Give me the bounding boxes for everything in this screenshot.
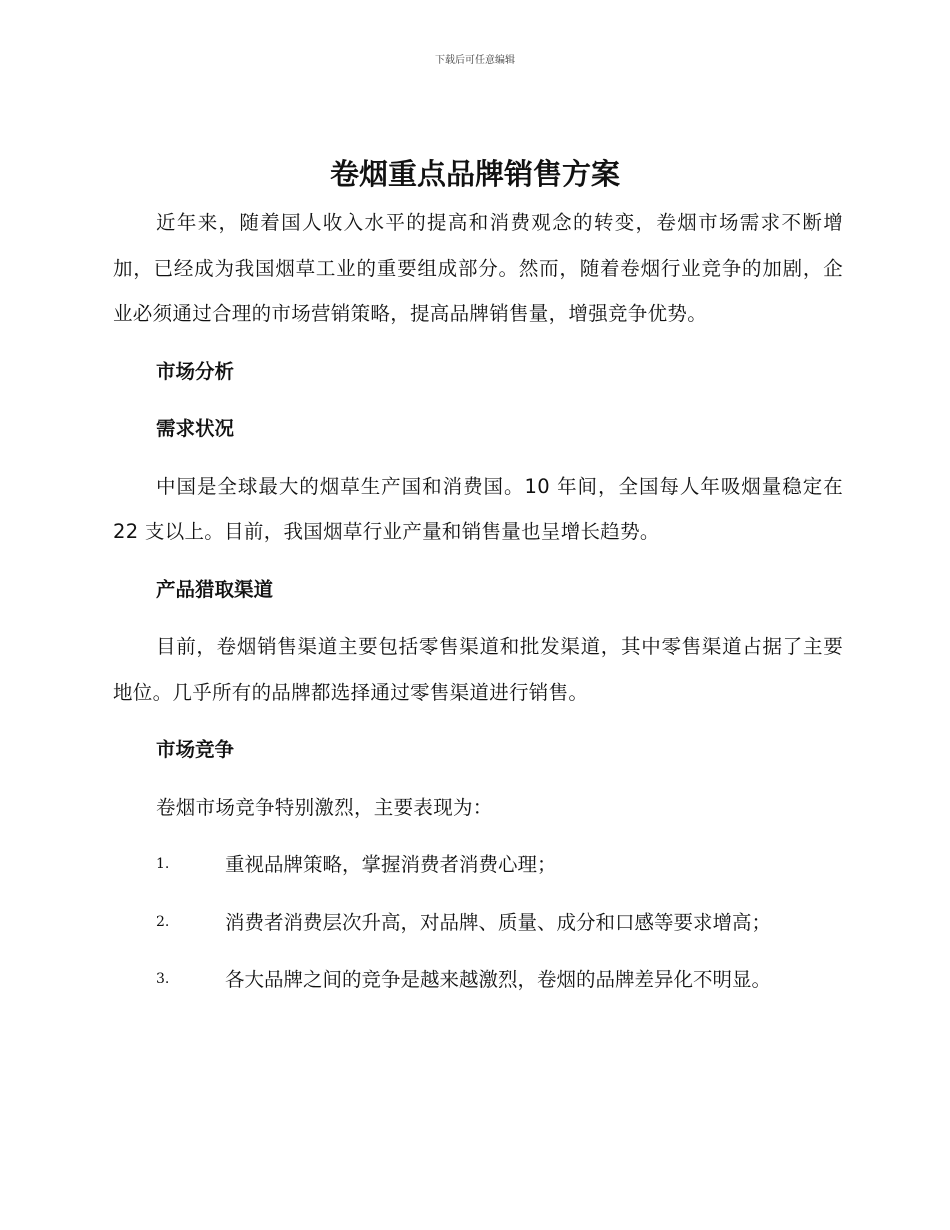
page-header-note: 下载后可任意编辑 [435, 55, 515, 66]
intro-paragraph: 近年来，随着国人收入水平的提高和消费观念的转变，卷烟市场需求不断增加，已经成为我国烟草工业的重要组成部分。然而，随着卷烟行业竞争的加剧，企业必须通过合理的市场营销策略，提高品牌销售量，增强竞争优势。 [113, 211, 843, 325]
section-heading-market-analysis: 市场分析 [156, 359, 235, 383]
document-title: 卷烟重点品牌销售方案 [329, 157, 620, 191]
section-heading-channel: 产品猎取渠道 [156, 577, 274, 601]
competition-paragraph: 卷烟市场竞争特别激烈，主要表现为： [156, 795, 493, 819]
demand-paragraph: 中国是全球最大的烟草生产国和消费国。10 年间，全国每人年吸烟量稳定在 22 支以上。目前，我国烟草行业产量和销售量也呈增长趋势。 [113, 474, 843, 543]
section-heading-demand: 需求状况 [156, 417, 235, 440]
document-body [113, 200, 843, 1015]
list-item-text: 各大品牌之间的竞争是越来越激烈，卷烟的品牌差异化不明显。 [225, 968, 772, 991]
list-item-number: 3. [156, 971, 170, 987]
list-item-text: 消费者消费层次升高，对品牌、质量、成分和口感等要求增高； [225, 910, 772, 934]
list-item-text: 重视品牌策略，掌握消费者消费心理； [225, 853, 557, 876]
list-item [113, 842, 843, 888]
competition-list [113, 842, 843, 1003]
channel-paragraph: 目前，卷烟销售渠道主要包括零售渠道和批发渠道，其中零售渠道占据了主要地位。几乎所有的品牌都选择通过零售渠道进行销售。 [113, 635, 843, 704]
section-heading-competition: 市场竞争 [156, 738, 235, 761]
list-item-number: 2. [156, 913, 170, 930]
list-item-number: 1. [156, 856, 170, 872]
list-item [113, 900, 843, 946]
list-item [113, 957, 843, 1003]
